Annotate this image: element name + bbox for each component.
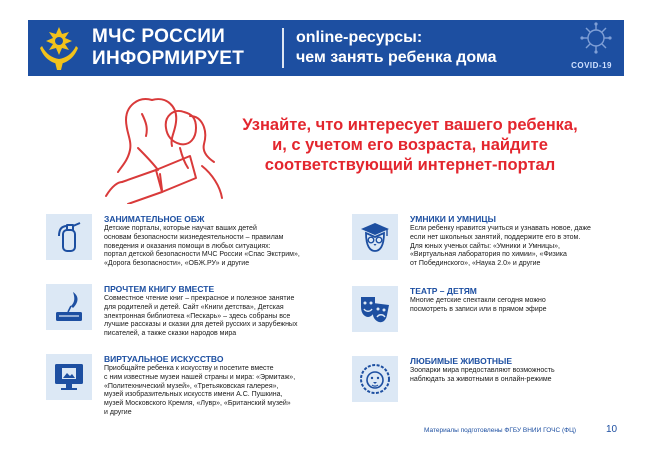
page-number: 10 (606, 424, 618, 435)
subtitle-line-1: online-ресурсы: (296, 29, 423, 46)
card-line: Для юных ученых сайты: «Умники и Умницы», (410, 242, 560, 250)
card-title: УМНИКИ И УМНИЦЫ (410, 214, 496, 224)
card-title: ЗАНИМАТЕЛЬНОЕ ОБЖ (104, 214, 205, 224)
card-line: музей Московского Кремля, «Лувр», «Британский музей» (104, 400, 291, 408)
icon-tile (352, 214, 398, 260)
card-line: писателей, а также сказки народов мира (104, 330, 237, 338)
icon-tile (46, 214, 92, 260)
card-safety (46, 214, 346, 274)
card-title: ЛЮБИМЫЕ ЖИВОТНЫЕ (410, 356, 513, 366)
card-line: Приобщайте ребенка к искусству и посетите вместе (104, 365, 274, 372)
card-line: электронная библиотека «Пескарь» – здесь собраны все (104, 312, 291, 320)
card-line: Многие детские спектакли сегодня можно (410, 297, 546, 304)
icon-tile (352, 356, 398, 402)
card-line: портал детской безопасности МЧС России «Спас Экстрим», (104, 251, 300, 259)
icon-tile (46, 284, 92, 330)
headline-line-2: и, с учетом его возраста, найдите (272, 136, 548, 154)
brand-title (92, 26, 244, 70)
card-line: для родителей и детей. Сайт «Книги детства», Детская (104, 303, 284, 311)
card-text (104, 225, 300, 269)
headline (232, 115, 588, 175)
card-line: Если ребенку нравится учиться и узнавать новое, даже (410, 225, 591, 232)
mother-child-reading-illustration (92, 86, 242, 204)
card-line: «Виртуальная лаборатория по химии», «Физика (410, 251, 567, 259)
card-text (410, 225, 591, 269)
card-line: Совместное чтение книг – прекрасное и полезное занятие (104, 295, 295, 302)
card-title: ВИРТУАЛЬНОЕ ИСКУССТВО (104, 354, 224, 364)
brand-line-2: ИНФОРМИРУЕТ (92, 48, 245, 69)
card-line: если нет школьных занятий, поддержите его в этом. (410, 233, 581, 241)
card-line: «Дорога безопасности», «ОБЖ.РУ» и другие (104, 260, 250, 268)
card-title: ТЕАТР – ДЕТЯМ (410, 286, 477, 296)
icon-tile (352, 286, 398, 332)
headline-line-3: соответствующий интернет-портал (264, 156, 556, 174)
card-line: «Политехнический музей», «Третьяковская галерея», (104, 382, 279, 390)
card-line: основам безопасности жизнедеятельности – правилам (104, 233, 284, 241)
card-line: музей изобразительных искусств имени А.С. Пушкина, (104, 391, 283, 399)
virus-icon (576, 22, 616, 56)
card-theatre (352, 286, 622, 336)
lion-icon (358, 362, 392, 396)
graduation-owl-icon (358, 220, 392, 254)
theatre-masks-icon (358, 293, 392, 325)
book-quill-icon (53, 290, 85, 324)
card-text (410, 367, 555, 385)
card-line: с ним известные музеи нашей страны и мира: «Эрмитаж», (104, 373, 296, 381)
fire-extinguisher-icon (53, 220, 85, 254)
footer-credit: Материалы подготовлены ФГБУ ВНИИ ГОЧС (ФЦ) (424, 427, 577, 434)
card-line: наблюдать за животными в онлайн-режиме (410, 375, 552, 383)
card-text (410, 297, 547, 315)
card-line: от Побединского», «Наука 2.0» и другие (410, 260, 541, 268)
card-line: посмотреть в записи или в прямом эфире (410, 305, 547, 313)
header-banner (28, 20, 624, 76)
header-subtitle (296, 28, 497, 68)
card-line: Детские порталы, которые научат ваших детей (104, 225, 257, 232)
emblem-icon (36, 24, 82, 72)
card-line: лучшие рассказы и сказки для детей русских и зарубежных (104, 321, 298, 329)
card-line: и другие (104, 408, 132, 416)
brand-line-1: МЧС РОССИИ (92, 26, 226, 47)
card-science (352, 214, 622, 274)
card-books (46, 284, 346, 344)
card-text (104, 365, 295, 418)
header-divider (282, 28, 284, 68)
card-text (104, 295, 297, 339)
subtitle-line-2: чем занять ребенка дома (296, 49, 497, 66)
card-art (46, 354, 346, 418)
covid-badge: COVID-19 (571, 61, 612, 70)
card-line: поведения и оказания помощи в любых ситуациях: (104, 242, 271, 250)
card-title: ПРОЧТЕМ КНИГУ ВМЕСТЕ (104, 284, 215, 294)
icon-tile (46, 354, 92, 400)
headline-line-1: Узнайте, что интересует вашего ребенка, (242, 116, 578, 134)
card-line: Зоопарки мира предоставляют возможность (410, 367, 555, 374)
card-animals (352, 356, 622, 406)
monitor-painting-icon (53, 361, 85, 393)
